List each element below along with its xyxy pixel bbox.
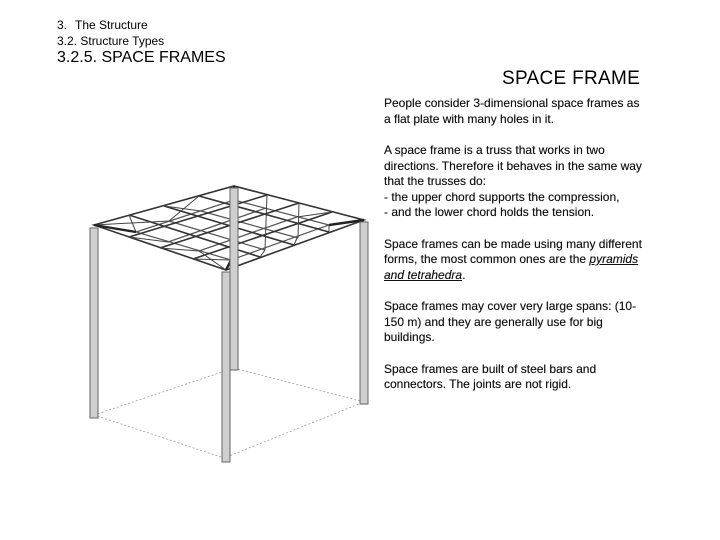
section-heading: 3.2. Structure Types — [57, 34, 165, 48]
chapter-title: The Structure — [75, 18, 148, 32]
column-back-right — [360, 222, 368, 404]
forms-link[interactable]: pyramids and tetrahedra — [384, 252, 639, 282]
description-text — [384, 96, 646, 409]
truss-item-tension: - and the lower chord holds the tension. — [384, 205, 595, 219]
truss-item-compression: - the upper chord supports the compression, — [384, 189, 620, 204]
chapter-heading — [57, 18, 148, 32]
forms-text: Space frames can be made using many different forms, the most common ones are the — [384, 236, 642, 266]
paragraph-truss — [384, 143, 646, 221]
column-front-left — [90, 228, 98, 418]
chapter-number: 3. — [57, 18, 68, 32]
column-back-left — [230, 188, 238, 370]
figure-title: SPACE FRAME — [502, 68, 641, 89]
truss-intro: A space frame is a truss that works in two directions. Therefore it behaves in the same way that the trusses do: — [384, 143, 642, 188]
support-columns — [90, 188, 368, 462]
forms-end: . — [462, 267, 466, 282]
subsection-heading: 3.2.5. SPACE FRAMES — [57, 49, 226, 66]
column-front-right — [222, 272, 230, 462]
paragraph-spans: Space frames may cover very large spans: (10-150 m) and they are generally use for big buildings. — [384, 299, 637, 344]
frame-diagonals — [94, 186, 364, 270]
paragraph-definition: People consider 3-dimensional space frames as a flat plate with many holes in it. — [384, 96, 640, 126]
paragraph-forms — [384, 237, 646, 284]
space-frame-illustration — [84, 180, 376, 470]
paragraph-materials: Space frames are built of steel bars and connectors. The joints are not rigid. — [384, 361, 597, 391]
